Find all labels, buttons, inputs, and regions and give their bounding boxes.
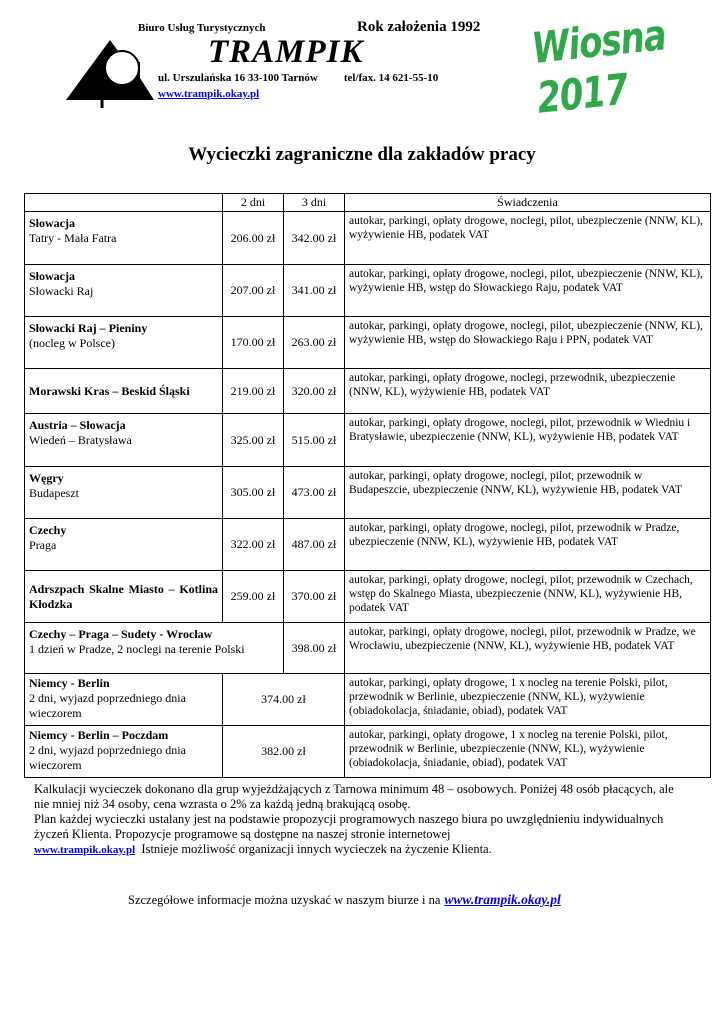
destination-name: Niemcy - Berlin xyxy=(29,676,110,690)
table-header-row xyxy=(25,194,711,212)
destination-name: Adrszpach Skalne Miasto – Kotlina Kłodzka xyxy=(29,581,218,611)
destination-cell xyxy=(25,317,223,369)
destination-sub: (nocleg w Polsce) xyxy=(29,336,115,350)
price-2-days: 207.00 zł xyxy=(223,265,284,317)
destination-name: Austria – Słowacja xyxy=(29,418,126,432)
price-2-days: 305.00 zł xyxy=(223,467,284,519)
destination-cell xyxy=(25,571,223,623)
price-3-days: 263.00 zł xyxy=(284,317,345,369)
table-row xyxy=(25,369,711,414)
table-row xyxy=(25,212,711,265)
destination-cell xyxy=(25,414,223,467)
note-website-line xyxy=(34,842,674,858)
price-2-days: 170.00 zł xyxy=(223,317,284,369)
price-2-days: 382.00 zł xyxy=(223,726,345,778)
price-3-days: 487.00 zł xyxy=(284,519,345,571)
destination-cell xyxy=(25,467,223,519)
table-row xyxy=(25,519,711,571)
services-cell: autokar, parkingi, opłaty drogowe, noclegi, pilot, ubezpieczenie (NNW, KL), wyżywienie HB, wstęp do Słowackiego Raju, podatek VAT xyxy=(345,265,711,317)
services-cell: autokar, parkingi, opłaty drogowe, noclegi, przewodnik, ubezpieczenie (NNW, KL), wyżywienie HB, podatek VAT xyxy=(345,369,711,414)
destination-sub: 1 dzień w Pradze, 2 noclegi na terenie Polski xyxy=(29,642,245,656)
note-plan: Plan każdej wycieczki ustalany jest na podstawie propozycji programowych naszego biura po uwzględnieniu indywidualnych życzeń Klienta. Propozycje programowe są dostępne na naszej stronie internetowej xyxy=(34,812,664,841)
phone: tel/fax. 14 621-55-10 xyxy=(343,72,439,84)
destination-cell xyxy=(25,212,223,265)
price-3-days: 341.00 zł xyxy=(284,265,345,317)
services-cell: autokar, parkingi, opłaty drogowe, 1 x nocleg na terenie Polski, pilot, przewodnik w Berlinie, ubezpieczenie (NNW, KL), wyżywienie (obiadokolacja, śniadanie, obiad), podatek VAT xyxy=(345,726,711,778)
destination-name: Słowacki Raj – Pieniny xyxy=(29,321,148,335)
table-row xyxy=(25,414,711,467)
header-destination xyxy=(25,194,223,212)
price-2-days: 259.00 zł xyxy=(223,571,284,623)
price-3-days: 398.00 zł xyxy=(284,623,345,674)
destination-name: Słowacja xyxy=(29,216,75,230)
services-cell: autokar, parkingi, opłaty drogowe, noclegi, pilot, przewodnik w Pradze, ubezpieczenie (NNW, KL), wyżywienie HB, podatek VAT xyxy=(345,519,711,571)
address-line xyxy=(158,72,438,84)
destination-name: Czechy xyxy=(29,523,67,537)
header-3-days: 3 dni xyxy=(284,194,345,212)
destination-name: Słowacja xyxy=(29,269,75,283)
table-row xyxy=(25,674,711,726)
header-2-days: 2 dni xyxy=(223,194,284,212)
destination-sub: 2 dni, wyjazd poprzedniego dnia wieczorem xyxy=(29,691,186,720)
footer-text: Szczegółowe informacje można uzyskać w naszym biurze i na xyxy=(128,893,441,907)
footer-website-link[interactable]: www.trampik.okay.pl xyxy=(444,892,561,907)
season-text: Wiosna 2017 xyxy=(529,10,668,124)
table-row xyxy=(25,265,711,317)
destination-sub: Wiedeń – Bratysława xyxy=(29,433,132,447)
notes xyxy=(34,782,674,858)
destination-sub: Słowacki Raj xyxy=(29,284,94,298)
address: ul. Urszulańska 16 33-100 Tarnów xyxy=(158,72,318,84)
price-2-days: 206.00 zł xyxy=(223,212,284,265)
services-cell: autokar, parkingi, opłaty drogowe, noclegi, pilot, ubezpieczenie (NNW, KL), wyżywienie HB, wstęp do Słowackiego Raju i PPN, podatek VAT xyxy=(345,317,711,369)
price-3-days: 342.00 zł xyxy=(284,212,345,265)
table-row xyxy=(25,726,711,778)
services-cell: autokar, parkingi, opłaty drogowe, 1 x nocleg na terenie Polski, pilot, przewodnik w Berlinie, ubezpieczenie (NNW, KL), wyżywienie (obiadokolacja, śniadanie, obiad), podatek VAT xyxy=(345,674,711,726)
destination-name: Morawski Kras – Beskid Śląski xyxy=(29,383,190,398)
price-2-days: 322.00 zł xyxy=(223,519,284,571)
destination-cell xyxy=(25,674,223,726)
price-3-days: 370.00 zł xyxy=(284,571,345,623)
table-row xyxy=(25,623,711,674)
services-cell: autokar, parkingi, opłaty drogowe, noclegi, pilot, przewodnik w Czechach, wstęp do Skalnego Miasta, ubezpieczenie (NNW, KL), wyżywienie HB, podatek VAT xyxy=(345,571,711,623)
destination-sub: Tatry - Mała Fatra xyxy=(29,231,117,245)
services-cell: autokar, parkingi, opłaty drogowe, noclegi, pilot, przewodnik w Pradze, we Wrocławiu, ubezpieczenie (NNW, KL), wyżywienie HB, podatek VAT xyxy=(345,623,711,674)
destination-cell xyxy=(25,519,223,571)
destination-sub: 2 dni, wyjazd poprzedniego dnia wieczorem xyxy=(29,743,186,772)
destination-name: Węgry xyxy=(29,471,64,485)
table-row xyxy=(25,317,711,369)
price-3-days: 515.00 zł xyxy=(284,414,345,467)
company-line: Biuro Usług Turystycznych xyxy=(138,22,266,34)
destination-cell xyxy=(25,623,284,674)
price-2-days: 219.00 zł xyxy=(223,369,284,414)
destination-cell xyxy=(25,726,223,778)
notes-website-link[interactable]: www.trampik.okay.pl xyxy=(34,844,136,856)
page-title: Wycieczki zagraniczne dla zakładów pracy xyxy=(188,144,536,165)
table-row xyxy=(25,467,711,519)
destination-name: Niemcy - Berlin – Poczdam xyxy=(29,728,169,742)
destination-sub: Budapeszt xyxy=(29,486,79,500)
founded-year: Rok założenia 1992 xyxy=(357,19,481,35)
price-2-days: 325.00 zł xyxy=(223,414,284,467)
price-3-days: 320.00 zł xyxy=(284,369,345,414)
offers-table xyxy=(24,193,711,778)
destination-sub: Praga xyxy=(29,538,57,552)
destination-cell xyxy=(25,265,223,317)
footer xyxy=(128,892,561,908)
price-3-days: 473.00 zł xyxy=(284,467,345,519)
trampik-logo-icon xyxy=(64,38,156,110)
destination-name: Czechy – Praga – Sudety - Wrocław xyxy=(29,627,213,641)
brand-name: TRAMPIK xyxy=(208,34,364,70)
season-badge xyxy=(529,10,696,124)
table-row xyxy=(25,571,711,623)
note-calculation: Kalkulacji wycieczek dokonano dla grup wyjeżdżających z Tarnowa minimum 48 – osobowych. Poniżej 48 osób płacących, ale nie mniej niż 34 osoby, cena wzrasta o 2% za każdą jedną brakującą osobę. xyxy=(34,782,674,811)
price-2-days: 374.00 zł xyxy=(223,674,345,726)
header-services: Świadczenia xyxy=(345,194,711,212)
note-other-trips: Istnieje możliwość organizacji innych wycieczek na życzenie Klienta. xyxy=(141,842,492,856)
services-cell: autokar, parkingi, opłaty drogowe, noclegi, pilot, ubezpieczenie (NNW, KL), wyżywienie HB, podatek VAT xyxy=(345,212,711,265)
services-cell: autokar, parkingi, opłaty drogowe, noclegi, pilot, przewodnik w Wiedniu i Bratysławie, ubezpieczenie (NNW, KL), wyżywienie HB, podatek VAT xyxy=(345,414,711,467)
services-cell: autokar, parkingi, opłaty drogowe, noclegi, pilot, przewodnik w Budapeszcie, ubezpieczenie (NNW, KL), wyżywienie HB, podatek VAT xyxy=(345,467,711,519)
destination-cell xyxy=(25,369,223,414)
website-link[interactable]: www.trampik.okay.pl xyxy=(158,88,260,100)
